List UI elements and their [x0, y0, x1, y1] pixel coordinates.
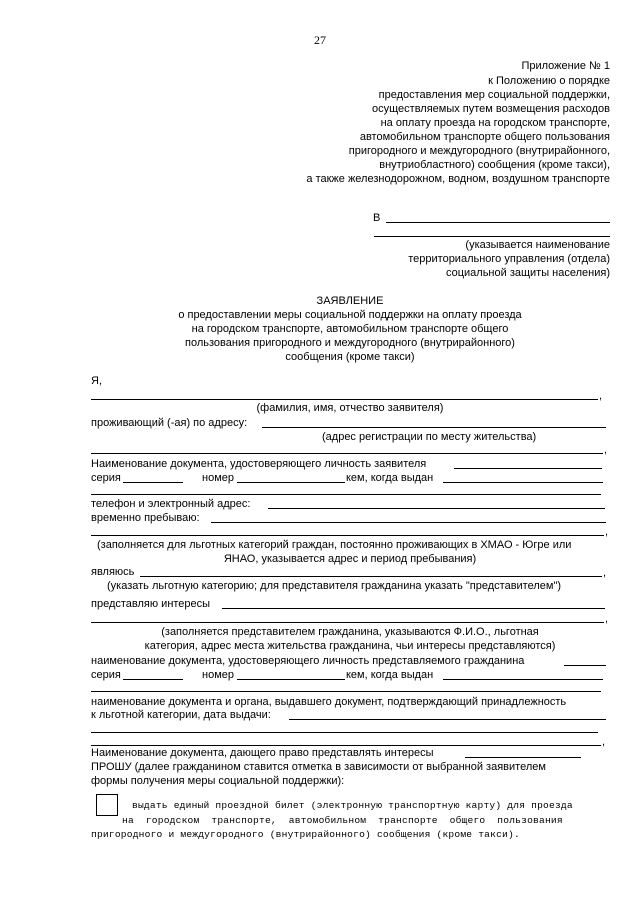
comma: , [602, 736, 606, 748]
appendix-line: Приложение № 1 [521, 60, 610, 72]
temp-note: ЯНАО, указывается адрес и период пребывания) [223, 553, 477, 565]
document-heading: ЗАЯВЛЕНИЕ [316, 295, 384, 307]
issued-label-2: кем, когда выдан [346, 669, 434, 681]
issued-label: кем, когда выдан [346, 472, 434, 484]
represent-field[interactable] [222, 608, 605, 609]
phone-label: телефон и электронный адрес: [91, 498, 251, 510]
request-line: ПРОШУ (далее гражданином ставится отметка в зависимости от выбранной заявителем [91, 761, 546, 773]
address-field-2[interactable] [91, 453, 603, 454]
fio-note: (фамилия, имя, отчество заявителя) [256, 402, 444, 414]
temp-note: (заполняется для льготных категорий граждан, постоянно проживающих в ХМАО - Югре или [97, 539, 572, 551]
category-doc-label-2: к льготной категории, дата выдачи: [91, 709, 271, 721]
address-label: проживающий (-ая) по адресу: [91, 417, 248, 429]
option-checkbox[interactable] [96, 794, 118, 816]
temp-field[interactable] [211, 522, 606, 523]
phone-field[interactable] [268, 508, 605, 509]
category-doc-field[interactable] [289, 719, 606, 720]
temp-label: временно пребываю: [91, 512, 200, 524]
id-doc-label: Наименование документа, удостоверяющего личность заявителя [91, 458, 427, 470]
number-label: номер [202, 472, 234, 484]
rep-note: категория, адрес места жительства гражданина, чьи интересы представляются) [144, 640, 556, 652]
appendix-line: пригородного и междугородного (внутрирайонного, [348, 145, 610, 157]
appendix-line: осуществляемых путем возмещения расходов [372, 103, 610, 115]
being-label: являюсь [91, 566, 135, 578]
addressee-note: территориального управления (отдела) [408, 253, 610, 265]
issued-field[interactable] [443, 482, 603, 483]
rep-doc-label: наименование документа, удостоверяющего личность представляемого гражданина [91, 655, 525, 667]
fio-field[interactable] [91, 399, 598, 400]
right-doc-label: Наименование документа, дающего право представлять интересы [91, 747, 434, 759]
being-field[interactable] [140, 576, 602, 577]
being-note: (указать льготную категорию; для представителя гражданина указать "представителем") [107, 580, 562, 592]
title-line: пользования пригородного и междугородного (внутрирайонного) [185, 337, 515, 349]
appendix-line: предоставления мер социальной поддержки, [378, 89, 610, 101]
appendix-line: а также железнодорожном, водном, воздушном транспорте [306, 173, 610, 185]
series-label-2: серия [91, 669, 121, 681]
right-doc-field[interactable] [465, 757, 581, 758]
address-field[interactable] [262, 427, 606, 428]
issued-field-3[interactable] [443, 679, 603, 680]
issued-field-2[interactable] [91, 494, 601, 495]
option-text-line: выдать единый проездной билет (электронную транспортную карту) для проезда [132, 800, 573, 811]
addressee-prefix: В [373, 212, 381, 224]
represent-field-2[interactable] [91, 622, 604, 623]
series-field[interactable] [123, 482, 183, 483]
rep-doc-field[interactable] [564, 665, 606, 666]
comma: , [604, 444, 608, 456]
comma: , [603, 567, 607, 579]
address-note: (адрес регистрации по месту жительства) [322, 431, 537, 443]
issued-field-4[interactable] [91, 691, 601, 692]
represent-label: представляю интересы [91, 598, 211, 610]
rep-note: (заполняется представителем гражданина, указываются Ф.И.О., льготная [161, 626, 539, 638]
addressee-note: социальной защиты населения) [445, 267, 610, 279]
comma: , [605, 613, 609, 625]
appendix-line: к Положению о порядке [488, 75, 610, 87]
ya-label: Я, [91, 375, 102, 387]
number-field[interactable] [237, 482, 345, 483]
number-label-2: номер [202, 669, 234, 681]
appendix-line: внутриобластного) сообщения (кроме такси), [379, 159, 610, 171]
title-line: о предоставлении меры социальной поддержки на оплату проезда [178, 309, 522, 321]
addressee-field-2[interactable] [374, 236, 610, 237]
addressee-note: (указывается наименование [465, 239, 610, 251]
comma: , [605, 526, 609, 538]
option-text-line: на городском транспорте, автомобильном транспорте общего пользования [122, 815, 563, 826]
title-line: сообщения (кроме такси) [285, 351, 415, 363]
addressee-field[interactable] [386, 222, 610, 223]
title-line: на городском транспорте, автомобильном транспорте общего [191, 323, 509, 335]
category-doc-label: наименование документа и органа, выдавшего документ, подтверждающий принадлежность [91, 696, 567, 708]
temp-field-2[interactable] [91, 535, 604, 536]
number-field-2[interactable] [237, 679, 345, 680]
series-label: серия [91, 472, 121, 484]
category-doc-field-2[interactable] [91, 732, 598, 733]
option-text-line: пригородного и междугородного (внутрирайонного) сообщения (кроме такси). [91, 829, 520, 840]
id-doc-field[interactable] [454, 468, 602, 469]
appendix-line: на оплату проезда на городском транспорте, [380, 117, 610, 129]
comma: , [599, 390, 603, 402]
series-field-2[interactable] [123, 679, 183, 680]
request-line: формы получения меры социальной поддержки): [91, 775, 345, 787]
page-number: 27 [314, 33, 326, 47]
appendix-line: автомобильном транспорте общего пользования [359, 131, 610, 143]
